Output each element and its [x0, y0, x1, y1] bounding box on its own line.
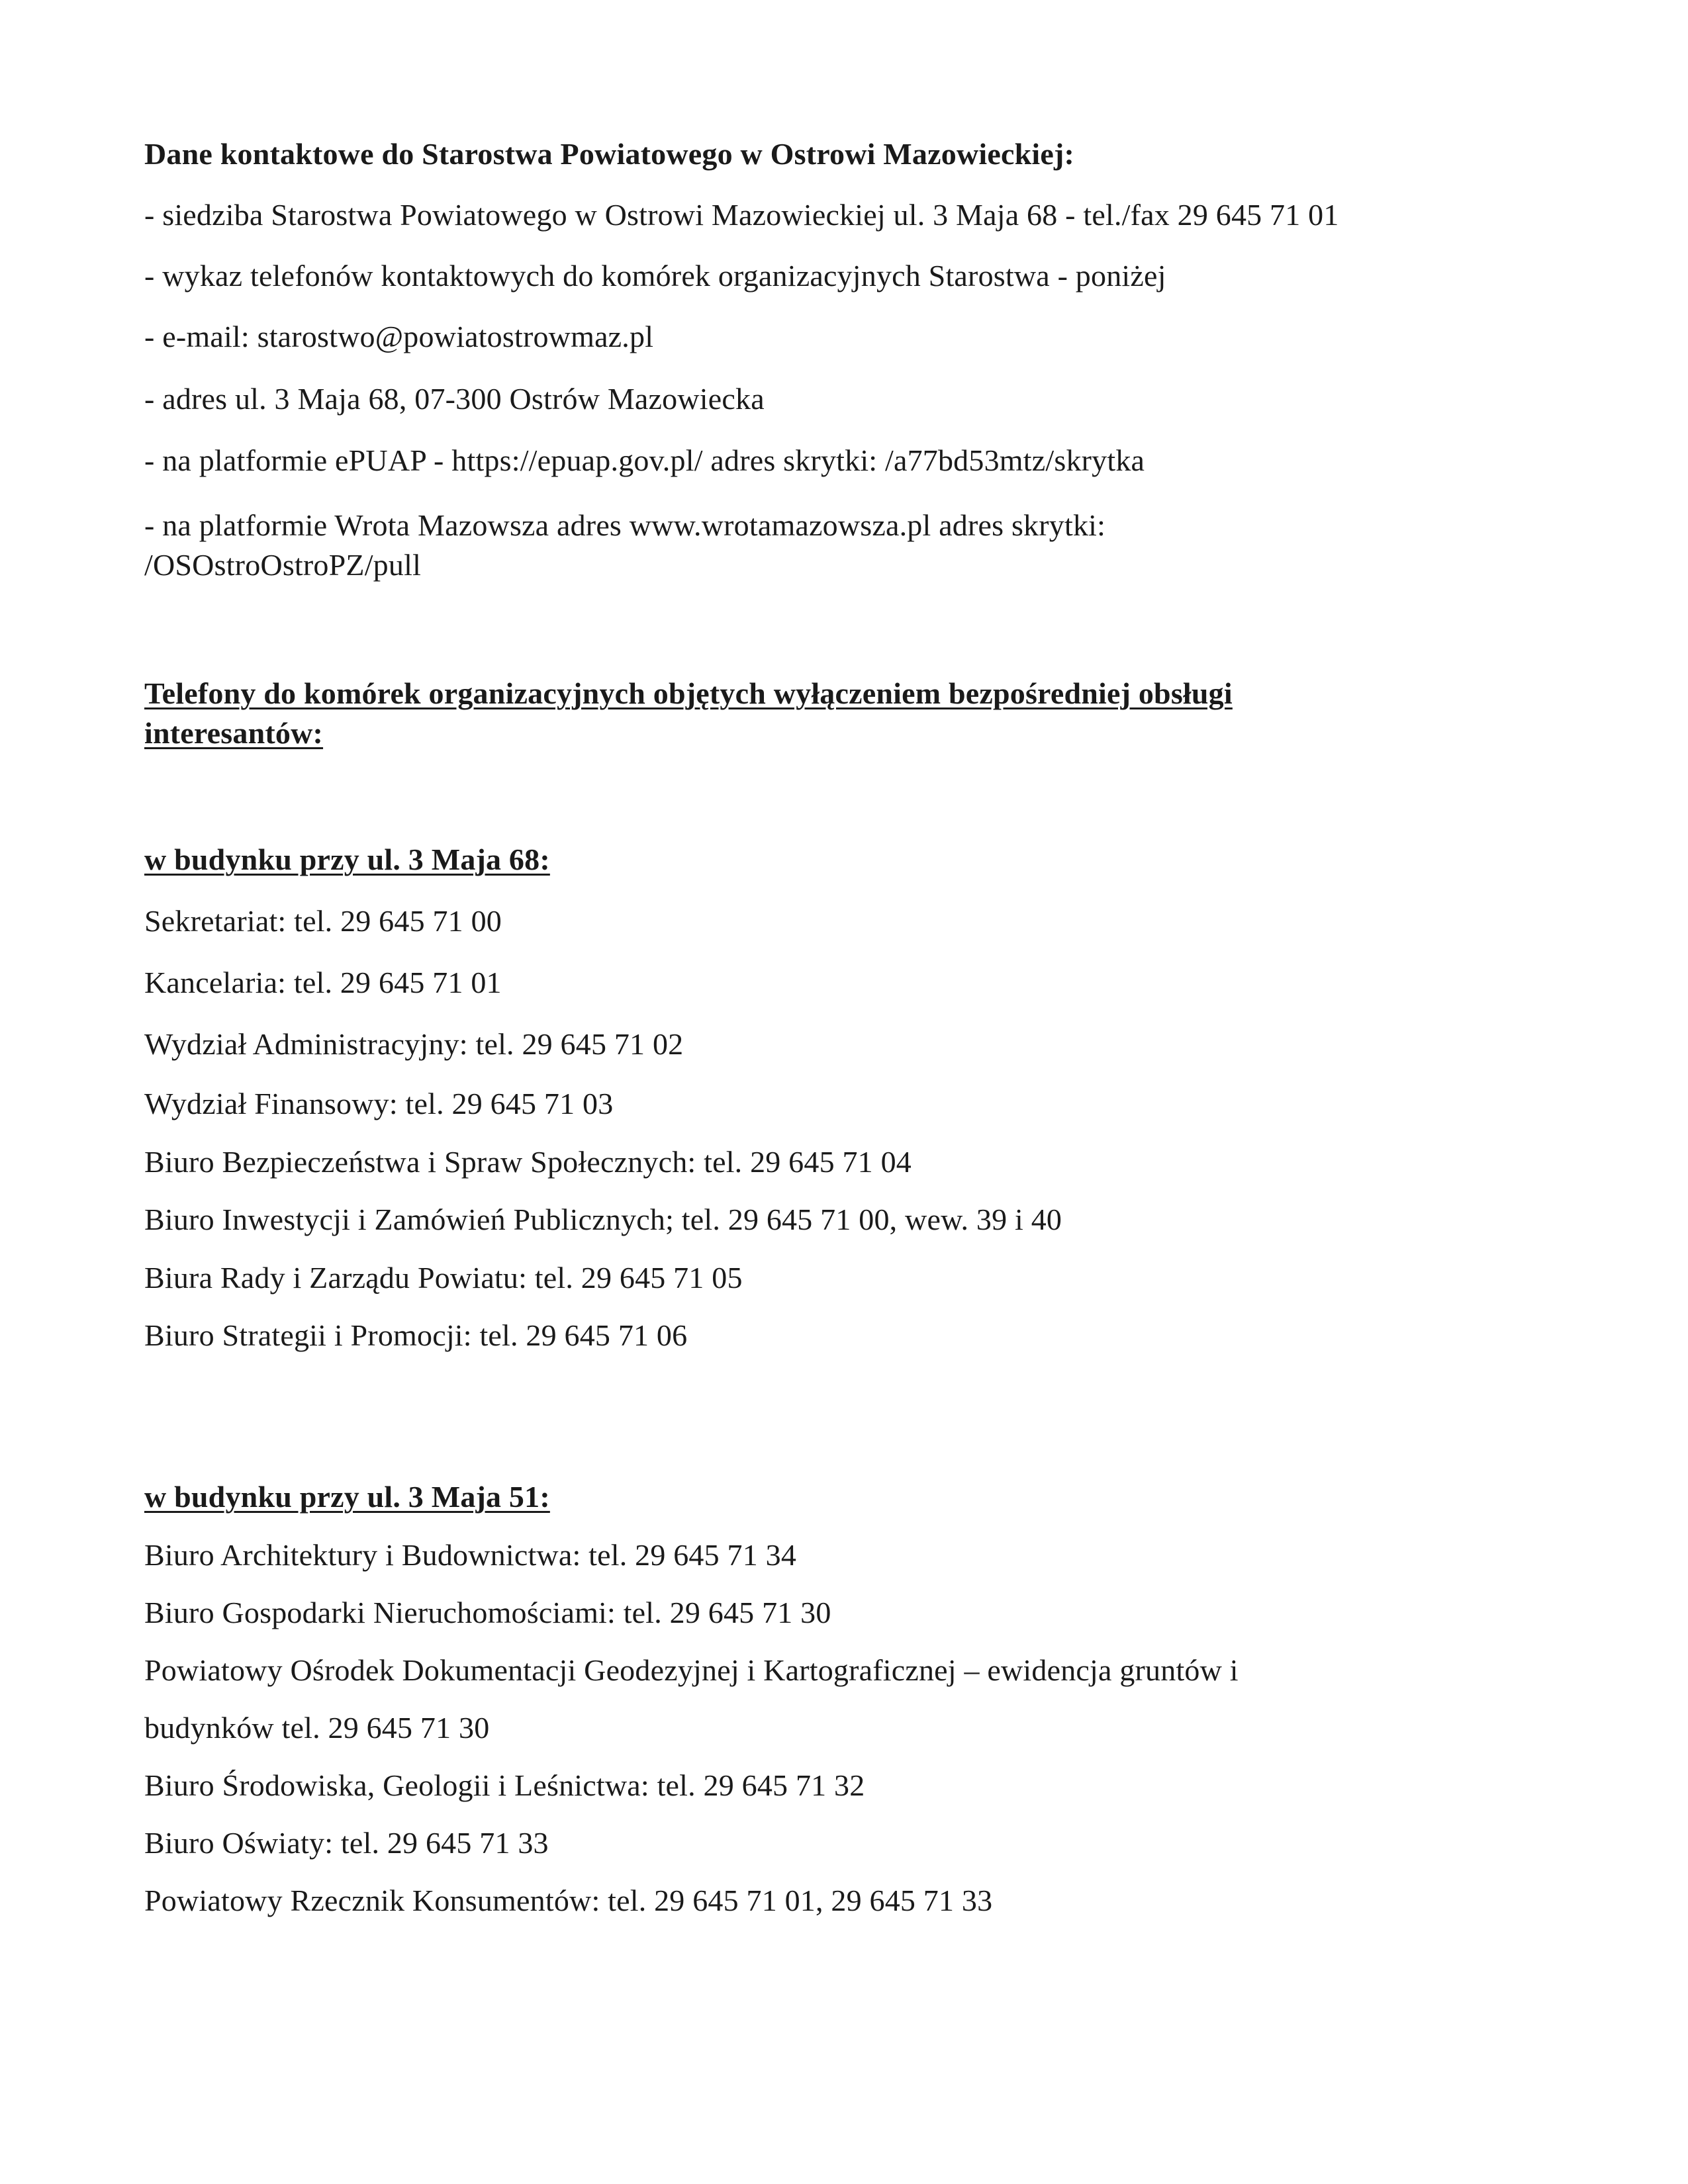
contact-line-wrota: - na platformie Wrota Mazowsza adres www.wrotamazowsza.pl adres skrytki: [144, 508, 1106, 542]
contact-line-phone-list: - wykaz telefonów kontaktowych do komórek organizacyjnych Starostwa - poniżej [144, 259, 1166, 293]
phones-heading-line1: Telefony do komórek organizacyjnych objętych wyłączeniem bezpośredniej obsługi [144, 676, 1233, 710]
contact-line-wrota-box: /OSOstroOstroPZ/pull [144, 548, 422, 582]
list-item: Powiatowy Ośrodek Dokumentacji Geodezyjnej i Kartograficznej – ewidencja gruntów i [144, 1653, 1239, 1687]
list-item: Biuro Architektury i Budownictwa: tel. 29 645 71 34 [144, 1538, 797, 1572]
list-item: Biura Rady i Zarządu Powiatu: tel. 29 645 71 05 [144, 1261, 743, 1295]
list-item: Wydział Administracyjny: tel. 29 645 71 02 [144, 1027, 684, 1061]
list-item: Biuro Bezpieczeństwa i Spraw Społecznych: tel. 29 645 71 04 [144, 1145, 912, 1179]
list-item: Biuro Inwestycji i Zamówień Publicznych; tel. 29 645 71 00, wew. 39 i 40 [144, 1203, 1062, 1236]
list-item: Biuro Oświaty: tel. 29 645 71 33 [144, 1826, 549, 1860]
building-68-heading: w budynku przy ul. 3 Maja 68: [144, 842, 550, 876]
list-item: Biuro Gospodarki Nieruchomościami: tel. 29 645 71 30 [144, 1596, 831, 1629]
contact-line-address: - adres ul. 3 Maja 68, 07-300 Ostrów Mazowiecka [144, 382, 765, 416]
list-item: Powiatowy Rzecznik Konsumentów: tel. 29 645 71 01, 29 645 71 33 [144, 1884, 993, 1917]
list-item: Biuro Środowiska, Geologii i Leśnictwa: tel. 29 645 71 32 [144, 1768, 865, 1802]
contact-heading: Dane kontaktowe do Starostwa Powiatowego w Ostrowi Mazowieckiej: [144, 137, 1074, 171]
phones-heading-line2: interesantów: [144, 716, 324, 750]
contact-line-epuap: - na platformie ePUAP - https://epuap.gov.pl/ adres skrytki: /a77bd53mtz/skrytka [144, 443, 1145, 477]
building-51-heading: w budynku przy ul. 3 Maja 51: [144, 1480, 550, 1514]
contact-line-seat: - siedziba Starostwa Powiatowego w Ostrowi Mazowieckiej ul. 3 Maja 68 - tel./fax 29 645 71 01 [144, 198, 1339, 232]
list-item: Kancelaria: tel. 29 645 71 01 [144, 966, 502, 999]
list-item: Wydział Finansowy: tel. 29 645 71 03 [144, 1087, 614, 1120]
list-item: Sekretariat: tel. 29 645 71 00 [144, 904, 502, 938]
contact-line-email: - e-mail: starostwo@powiatostrowmaz.pl [144, 320, 654, 353]
list-item: Biuro Strategii i Promocji: tel. 29 645 71 06 [144, 1318, 688, 1352]
list-item: budynków tel. 29 645 71 30 [144, 1711, 490, 1745]
